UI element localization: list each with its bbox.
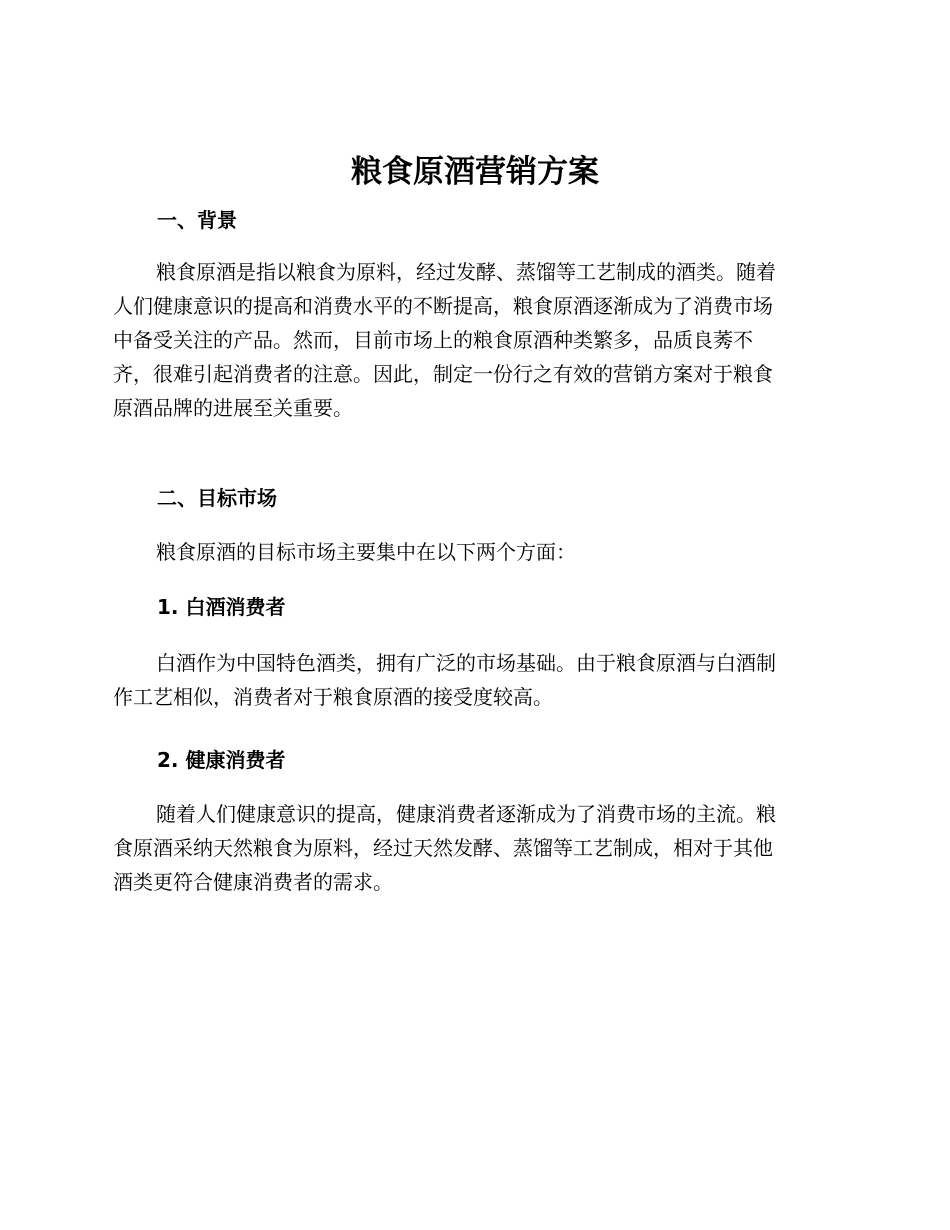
section-heading-target-market: 二、目标市场 bbox=[157, 486, 277, 510]
background-paragraph bbox=[113, 255, 833, 425]
paragraph-line: 酒类更符合健康消费者的需求。 bbox=[113, 870, 393, 894]
paragraph-line: 粮食原酒是指以粮食为原料，经过发酵、蒸馏等工艺制成的酒类。随着 bbox=[156, 260, 776, 284]
health-consumers-paragraph bbox=[113, 797, 833, 899]
target-market-intro bbox=[113, 535, 833, 569]
paragraph-line: 人们健康意识的提高和消费水平的不断提高，粮食原酒逐渐成为了消费市场 bbox=[113, 294, 773, 318]
paragraph-line: 原酒品牌的进展至关重要。 bbox=[113, 396, 353, 420]
paragraph-line: 白酒作为中国特色酒类，拥有广泛的市场基础。由于粮食原酒与白酒制 bbox=[156, 651, 776, 675]
paragraph-line: 中备受关注的产品。然而，目前市场上的粮食原酒种类繁多，品质良莠不 bbox=[113, 328, 753, 352]
baijiu-consumers-paragraph bbox=[113, 646, 833, 714]
section-heading-background: 一、背景 bbox=[157, 208, 237, 232]
subsection-heading-health-consumers: 2. 健康消费者 bbox=[157, 748, 286, 772]
paragraph-line: 食原酒采纳天然粮食为原料，经过天然发酵、蒸馏等工艺制成，相对于其他 bbox=[113, 836, 773, 860]
paragraph-line: 随着人们健康意识的提高，健康消费者逐渐成为了消费市场的主流。粮 bbox=[156, 802, 776, 826]
subsection-heading-baijiu-consumers: 1. 白酒消费者 bbox=[157, 595, 286, 619]
document-title: 粮食原酒营销方案 bbox=[351, 154, 599, 190]
paragraph-line: 粮食原酒的目标市场主要集中在以下两个方面： bbox=[156, 540, 576, 564]
paragraph-line: 齐，很难引起消费者的注意。因此，制定一份行之有效的营销方案对于粮食 bbox=[113, 362, 773, 386]
paragraph-line: 作工艺相似，消费者对于粮食原酒的接受度较高。 bbox=[113, 685, 553, 709]
